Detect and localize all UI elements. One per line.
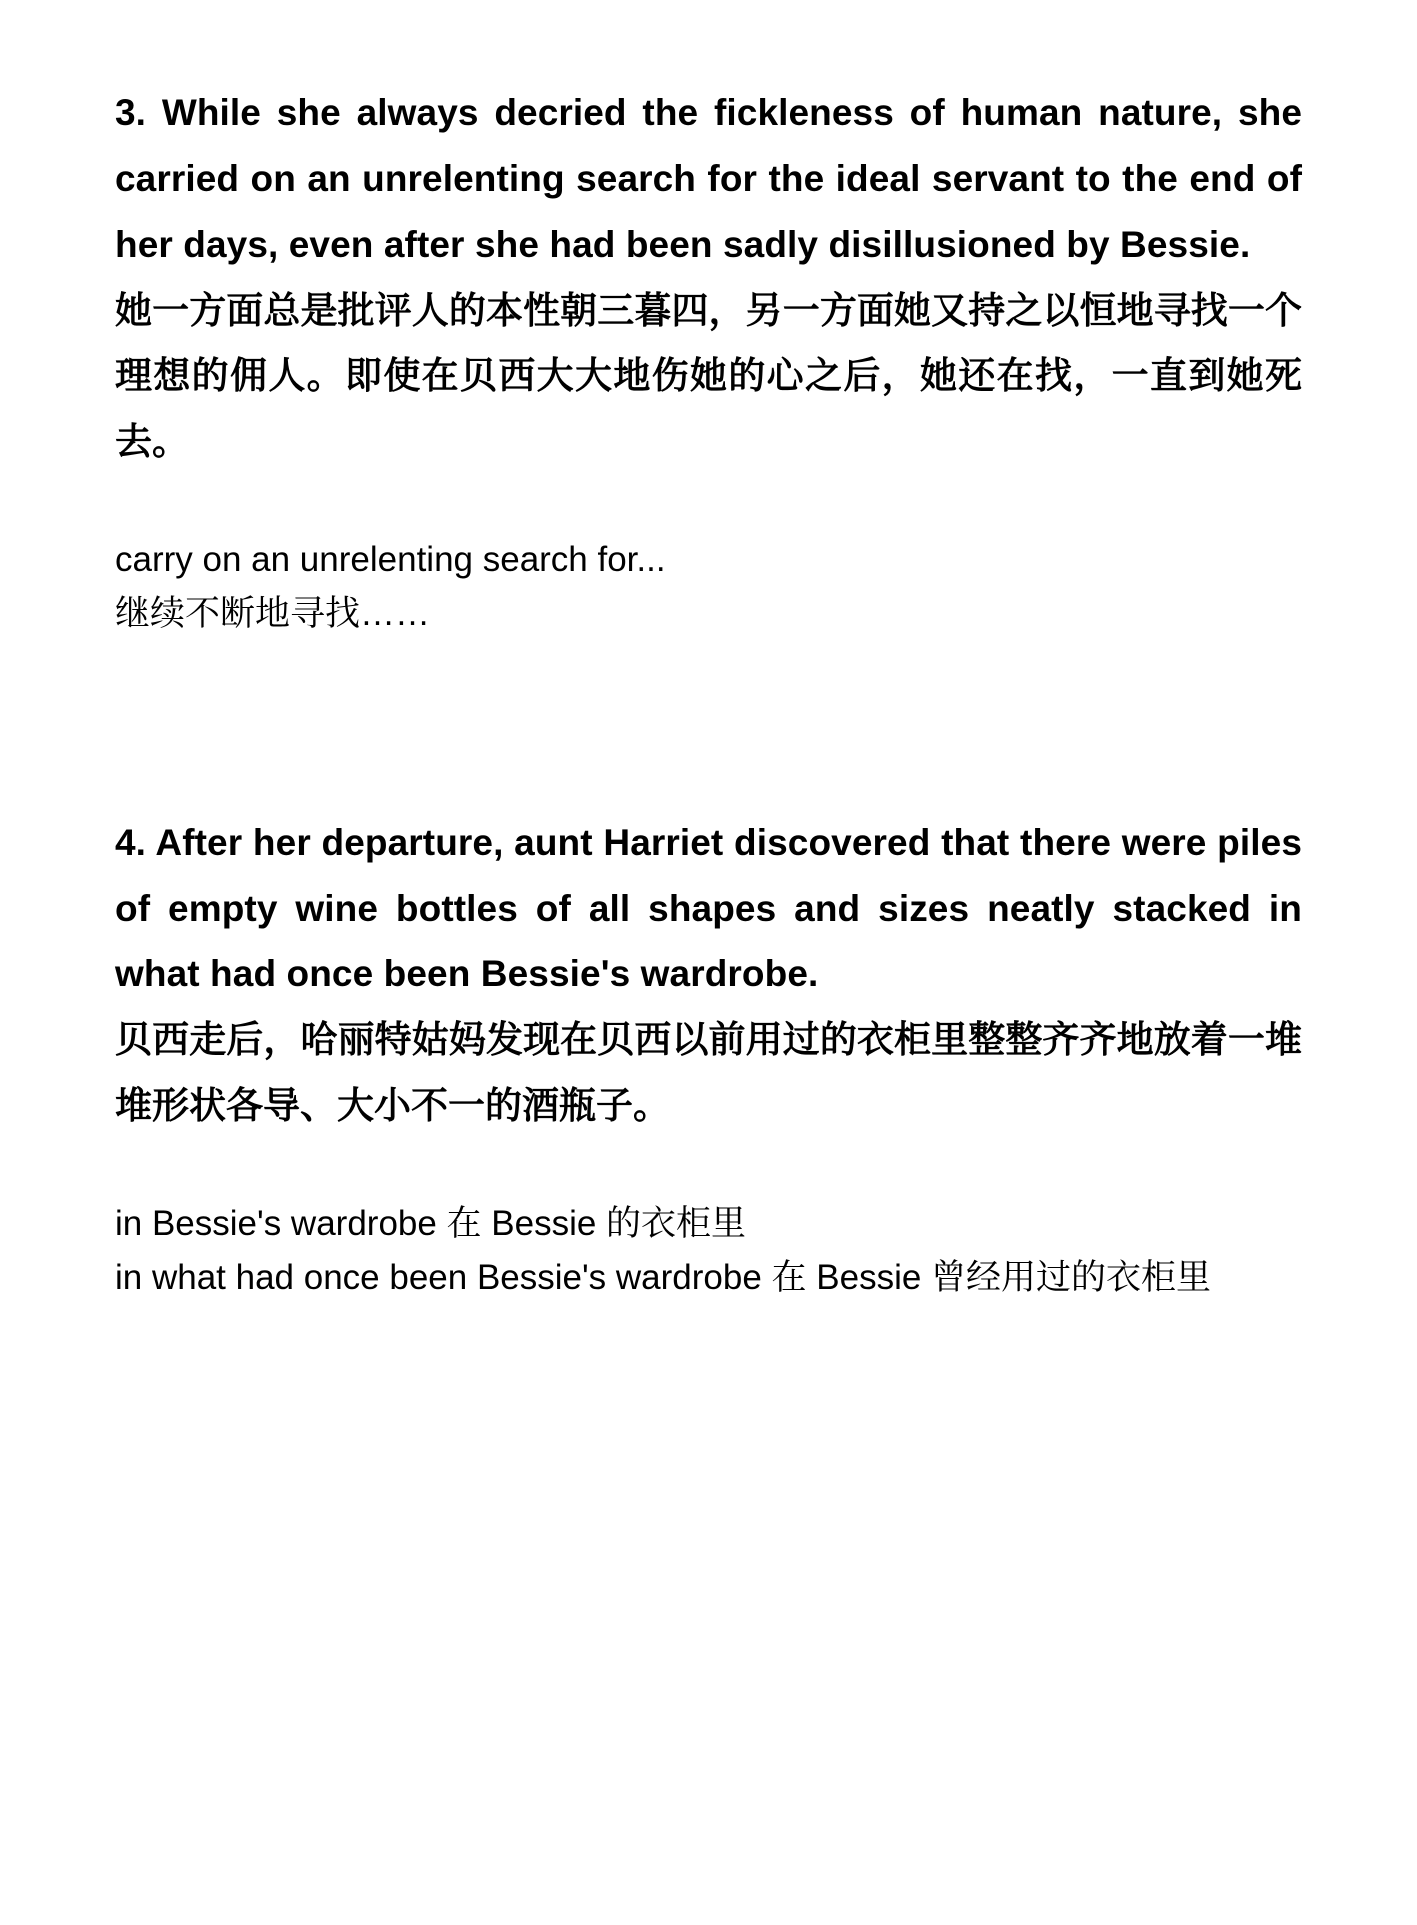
entry-4-note-line-1: in Bessie's wardrobe 在 Bessie 的衣柜里: [115, 1203, 747, 1243]
entry-3: [115, 80, 1302, 642]
spacer: [115, 1139, 1302, 1197]
entry-3-notes: [115, 533, 1302, 642]
spacer: [115, 475, 1302, 533]
entry-4-chinese-text: 贝西走后，哈丽特姑妈发现在贝西以前用过的衣柜里整整齐齐地放着一堆堆形状各导、大小不一的酒瓶子。: [115, 1019, 1302, 1127]
entry-4-note-line-2: in what had once been Bessie's wardrobe 在 Bessie 曾经用过的衣柜里: [115, 1258, 1212, 1298]
entry-3-note-line-1: carry on an unrelenting search for...: [115, 540, 666, 580]
section-spacer: [115, 642, 1302, 810]
entry-3-english-text: 3. While she always decried the fickleness of human nature, she carried on an unrelenting search for the ideal servant to the end of her days, even after she had been sadly disillusioned by Bessie.: [115, 92, 1302, 265]
entry-4-english-text: 4. After her departure, aunt Harriet discovered that there were piles of empty wine bottles of all shapes and sizes neatly stacked in what had once been Bessie's wardrobe.: [115, 821, 1302, 995]
entry-4-notes: [115, 1197, 1302, 1306]
entry-3-chinese-text: 她一方面总是批评人的本性朝三暮四，另一方面她又持之以恒地寻找一个理想的佣人。即使在贝西大大地伤她的心之后，她还在找，一直到她死去。: [115, 289, 1302, 463]
entry-4: [115, 810, 1302, 1306]
entry-3-note-line-2: 继续不断地寻找……: [115, 594, 431, 634]
